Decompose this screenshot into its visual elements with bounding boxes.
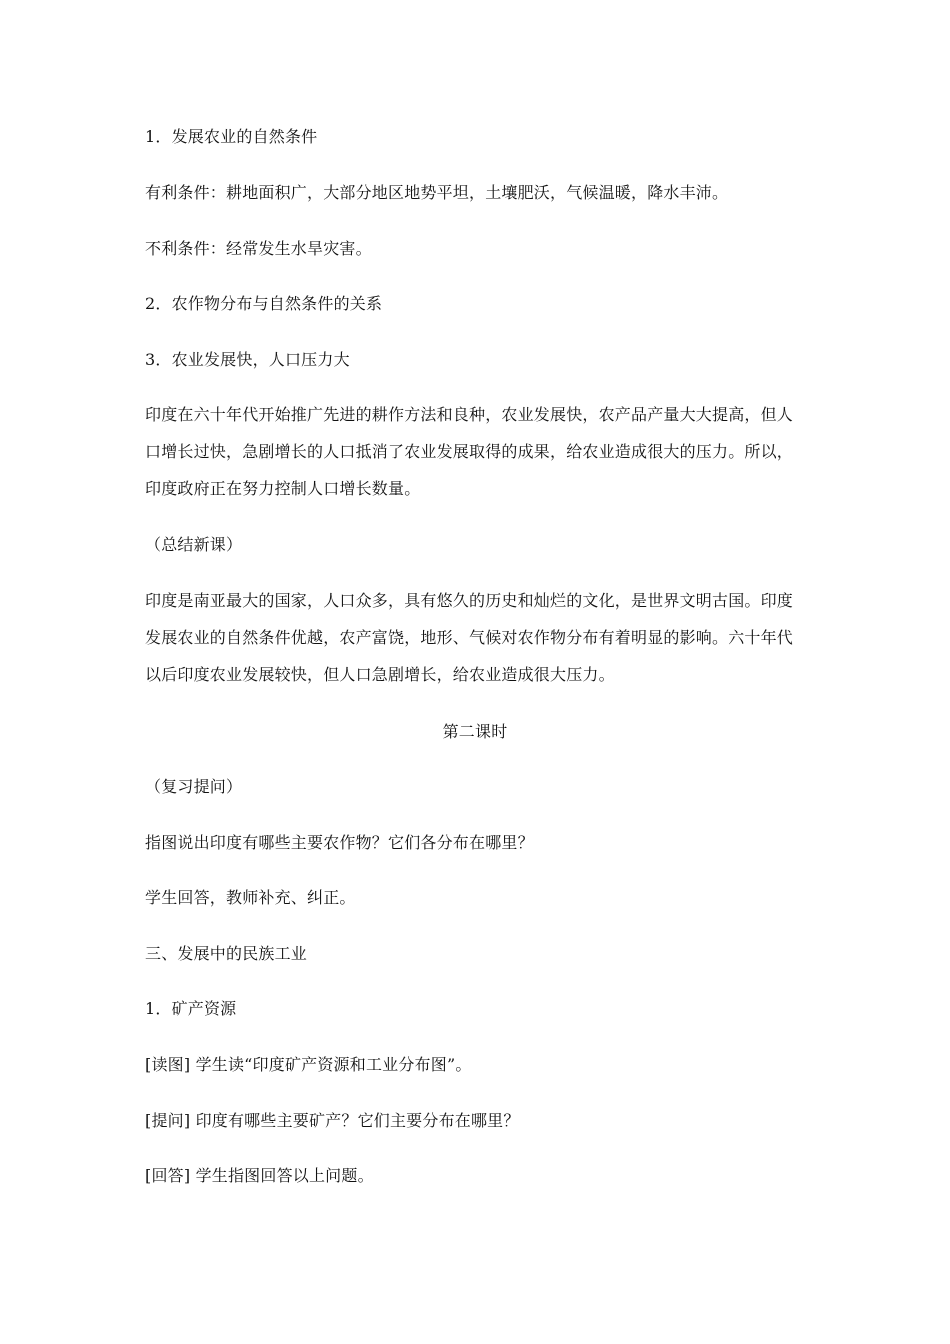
paragraph-answer: [回答] 学生指图回答以上问题。 (145, 1166, 374, 1185)
heading-crop-distribution: 2．农作物分布与自然条件的关系 (145, 294, 383, 313)
paragraph-summary: 印度是南亚最大的国家，人口众多，具有悠久的历史和灿烂的文化，是世界文明古国。印度发展农业的自然条件优越，农产富饶，地形、气候对农作物分布有着明显的影响。六十年代以后印度农业发展较快，但人口急剧增长，给农业造成很大压力。 (145, 591, 794, 684)
heading-mineral-resources: 1．矿产资源 (145, 999, 237, 1018)
label-summary: （总结新课） (145, 535, 243, 554)
paragraph-agriculture-development: 印度在六十年代开始推广先进的耕作方法和良种，农业发展快，农产品产量大大提高，但人口增长过快，急剧增长的人口抵消了农业发展取得的成果，给农业造成很大的压力。所以，印度政府正在努力控制人口增长数量。 (145, 405, 794, 498)
paragraph-student-answer: 学生回答，教师补充、纠正。 (145, 888, 356, 907)
section-title-second-lesson: 第二课时 (442, 722, 508, 741)
heading-agriculture-population: 3．农业发展快，人口压力大 (145, 350, 350, 369)
paragraph-favorable-conditions: 有利条件：耕地面积广，大部分地区地势平坦，土壤肥沃，气候温暖，降水丰沛。 (145, 183, 729, 202)
heading-natural-conditions: 1．发展农业的自然条件 (145, 127, 318, 146)
label-review-question: （复习提问） (145, 777, 243, 796)
paragraph-review-question: 指图说出印度有哪些主要农作物？它们各分布在哪里？ (145, 833, 534, 852)
paragraph-question: [提问] 印度有哪些主要矿产？它们主要分布在哪里？ (145, 1111, 520, 1130)
paragraph-unfavorable-conditions: 不利条件：经常发生水旱灾害。 (145, 239, 372, 258)
heading-national-industry: 三、发展中的民族工业 (145, 944, 308, 963)
paragraph-read-map: [读图] 学生读“印度矿产资源和工业分布图”。 (145, 1055, 472, 1074)
